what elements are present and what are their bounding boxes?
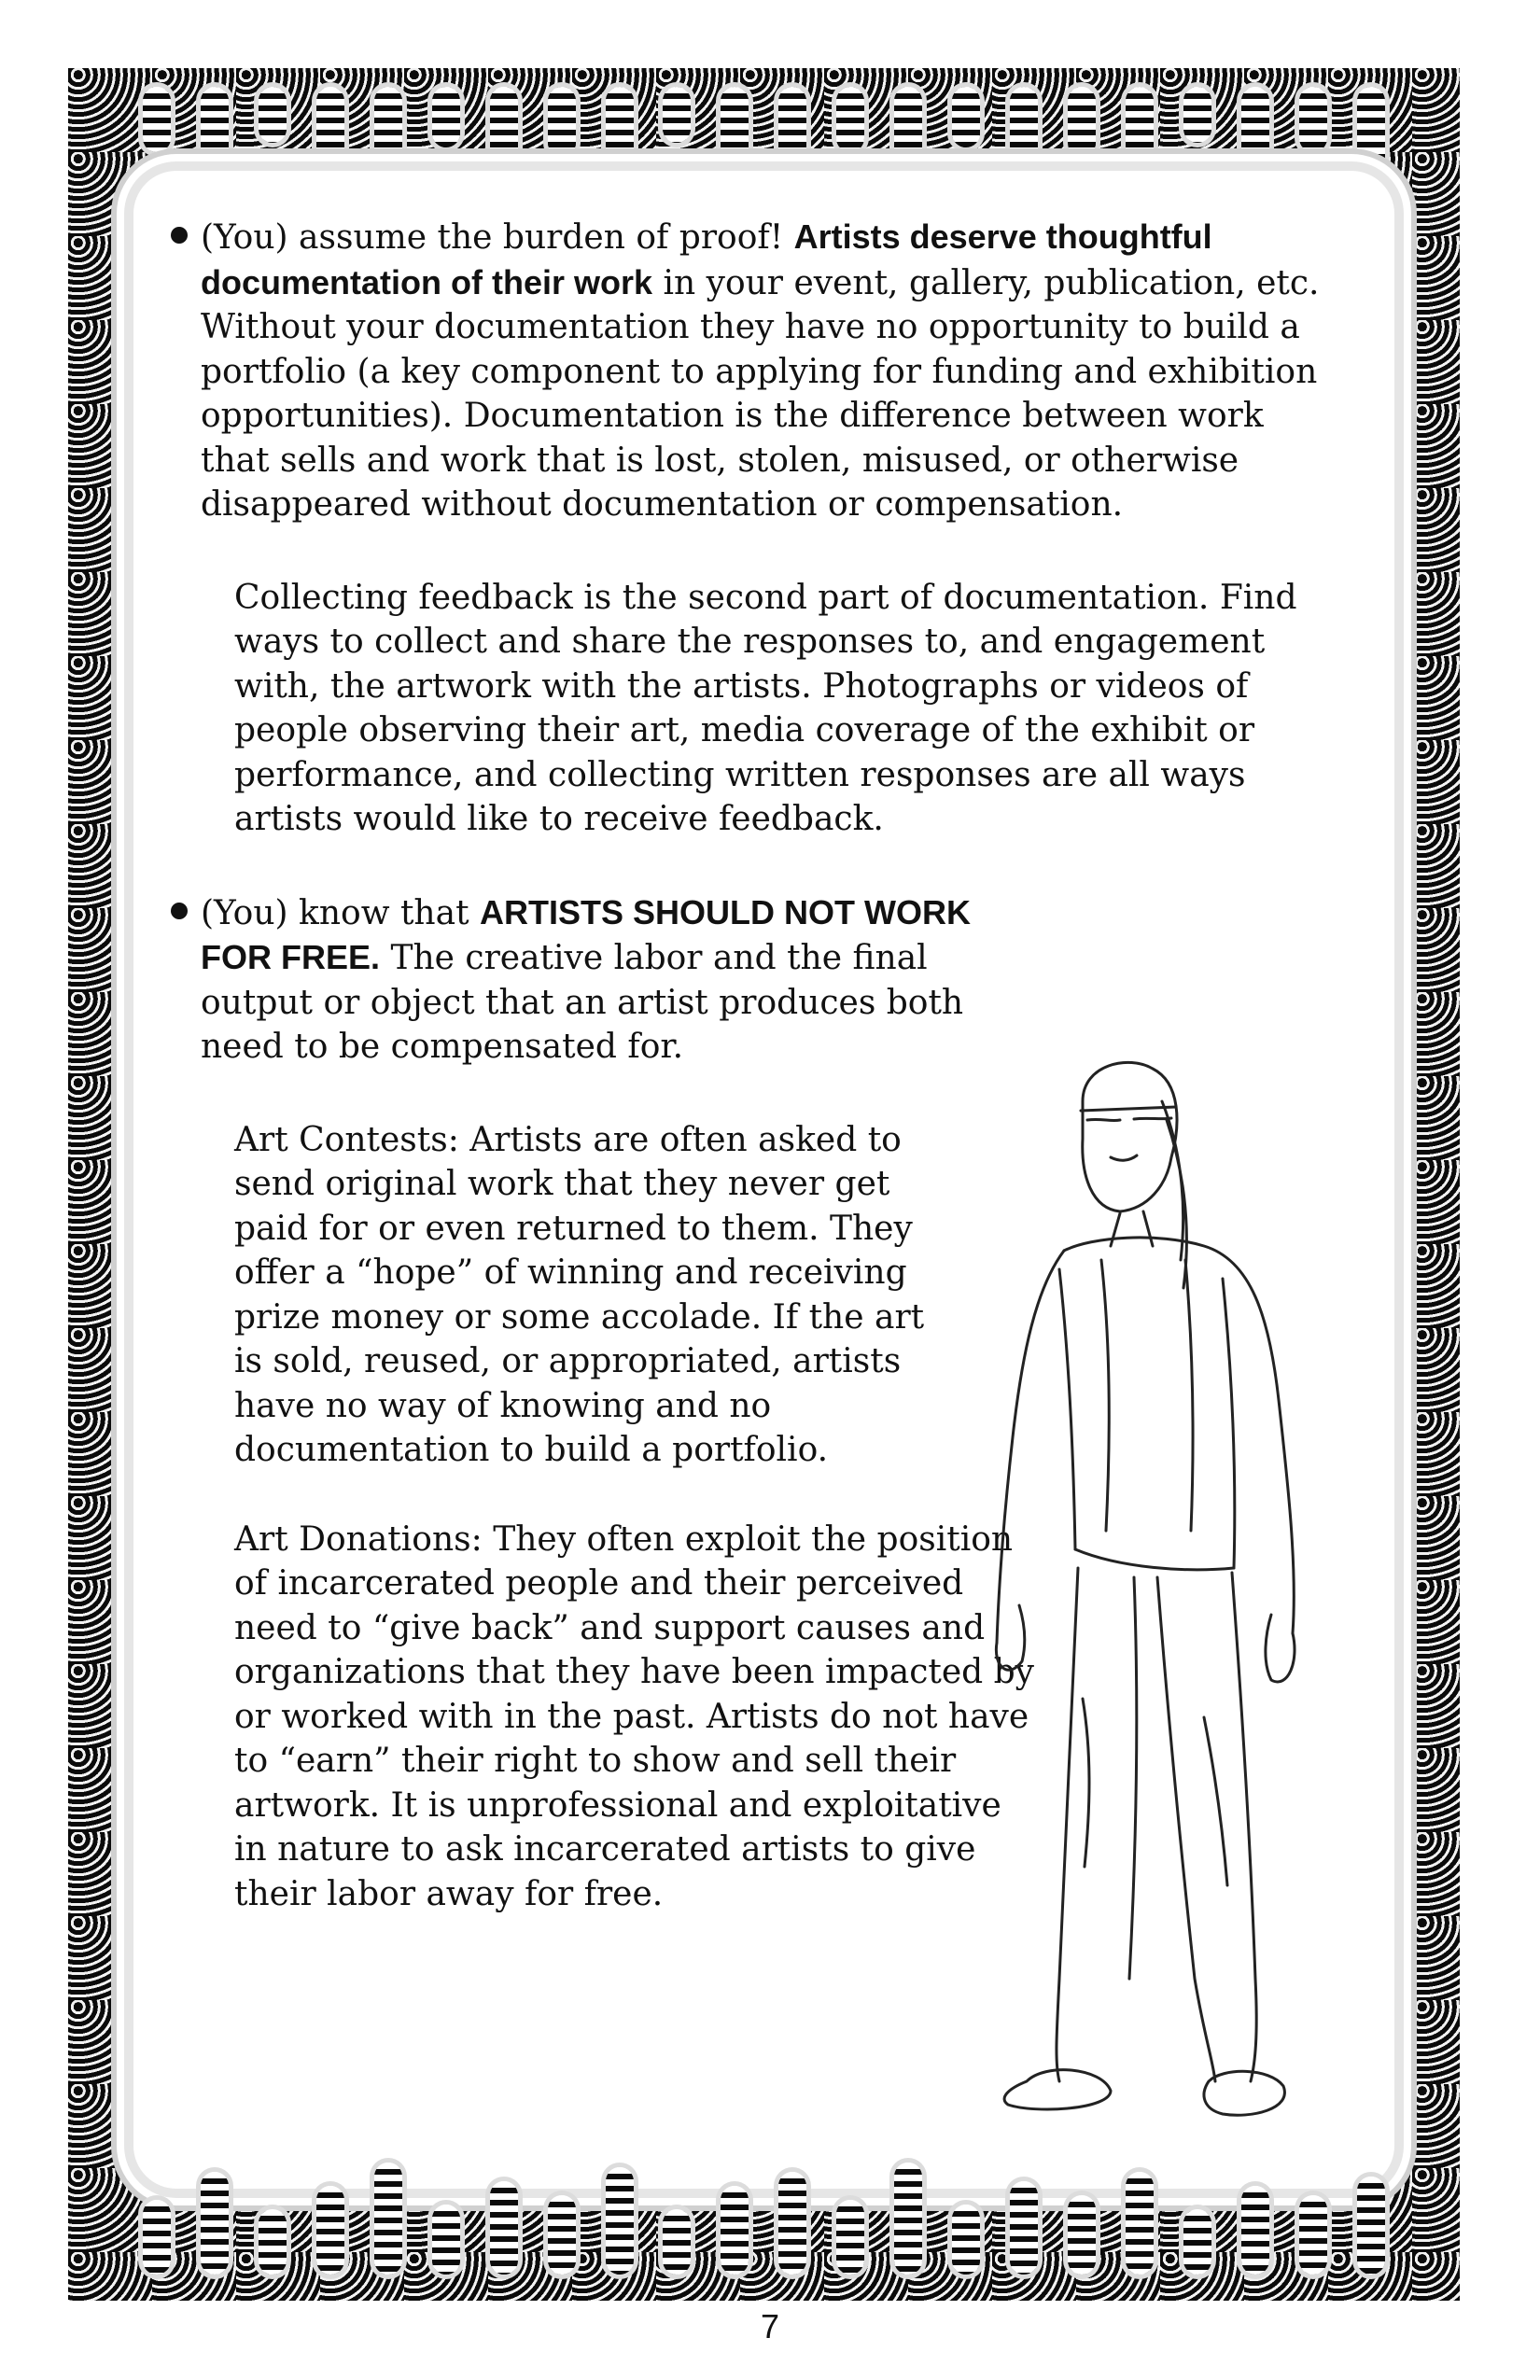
paragraph-art-contests: Art Contests: Artists are often asked to send original work that they never get paid for or even returned to them. They offer a “hope” of winning and receiving prize money or some accolade. If the art is sold, reused, or appropriated, artists have no way of knowing and no documentation to build a portfolio. xyxy=(234,1120,925,1469)
bullet-compensation xyxy=(201,890,1022,1070)
bullet-bold: ARTISTS SHOULD NOT WORK FOR FREE. xyxy=(201,892,971,976)
bullet-intro: (You) know that xyxy=(201,893,480,932)
bullet-bold: Artists deserve thoughtful documentation of their work xyxy=(201,217,1212,301)
bullet-rest: The creative labor and the final output or object that an artist produces both need to be compensated for. xyxy=(201,939,964,1066)
bullet-rest: in your event, gallery, publication, etc. Without your documentation they have no opportunity to build a portfolio (a key component to applying for funding and exhibition opportunities). Documentation is the difference between work that sells and work that is lost, stolen, misused, or otherwise disappeared without documentation or compensation. xyxy=(201,263,1320,524)
bullet-icon xyxy=(171,227,188,244)
page-number: 7 xyxy=(760,2307,780,2345)
bullet-intro: (You) assume the burden of proof! xyxy=(201,218,794,257)
paragraph-art-donations: Art Donations: They often exploit the position of incarcerated people and their perceived need to “give back” and support causes and organizations that they have been impacted by or worked with in the past. Artists do not have to “earn” their right to show and sell their artwork. It is unprofessional and exploitative in nature to ask incarcerated artists to give their labor away for free. xyxy=(234,1519,1035,1913)
border-drips-bottom xyxy=(143,2163,1385,2275)
standing-man-sketch xyxy=(971,1045,1363,2128)
paragraph-feedback: Collecting feedback is the second part of documentation. Find ways to collect and share the responses to, and engagement with, the artwork with the artists. Photographs or videos of people observing their art, media coverage of the exhibit or performance, and collecting written responses are all ways artists would like to receive feedback. xyxy=(234,578,1297,838)
bullet-icon xyxy=(171,903,188,919)
bullet-documentation xyxy=(201,215,1335,527)
